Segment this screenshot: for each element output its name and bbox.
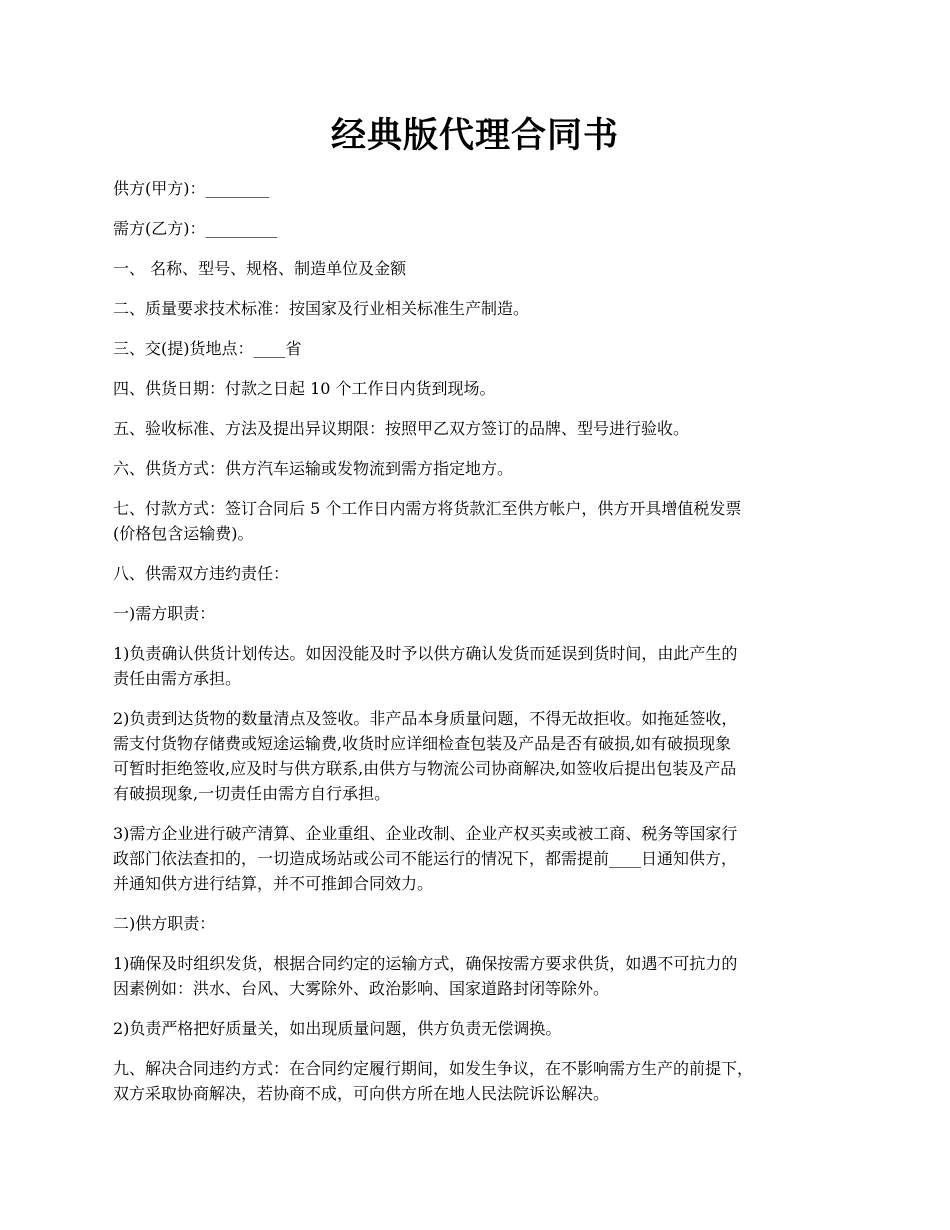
clause-8: 八、供需双方违约责任： — [113, 564, 290, 583]
clause-6: 六、供货方式：供方汽车运输或发物流到需方指定地方。 — [113, 459, 514, 478]
clause-2: 二、质量要求技术标准：按国家及行业相关标准生产制造。 — [113, 299, 530, 318]
supplier-duty-2: 2)负责严格把好质量关，如出现质量问题，供方负责无偿调换。 — [113, 1019, 562, 1038]
clause-1: 一、 名称、型号、规格、制造单位及金额 — [113, 259, 407, 278]
supplier-duties-heading: 二)供方职责： — [113, 914, 216, 933]
document-body — [113, 176, 853, 1121]
buyer-duties-heading: 一)需方职责： — [113, 604, 216, 623]
buyer-duty-3: 3)需方企业进行破产清算、企业重组、企业改制、企业产权买卖或被工商、税务等国家行 政部门依法查扣的，一切造成场站或公司不能运行的情况下，都需提前____日通知供方， 并通知供方进行结算，并不可推卸合同效力。 — [113, 824, 738, 893]
supplier-duty-1: 1)确保及时组织发货，根据合同约定的运输方式，确保按需方要求供货，如遇不可抗力的 因素例如：洪水、台风、大雾除外、政治影响、国家道路封闭等除外。 — [113, 954, 738, 998]
party-b-line: 需方(乙方)：_________ — [113, 219, 278, 238]
clause-4: 四、供货日期：付款之日起 10 个工作日内货到现场。 — [113, 379, 496, 398]
clause-7: 七、付款方式：签订合同后 5 个工作日内需方将货款汇至供方帐户，供方开具增值税发票 (价格包含运输费)。 — [113, 499, 742, 543]
buyer-duty-1: 1)负责确认供货计划传达。如因没能及时予以供方确认发货而延误到货时间，由此产生的 责任由需方承担。 — [113, 644, 738, 688]
clause-9: 九、解决合同违约方式：在合同约定履行期间，如发生争议，在不影响需方生产的前提下， 双方采取协商解决，若协商不成，可向供方所在地人民法院诉讼解决。 — [113, 1059, 754, 1103]
party-a-line: 供方(甲方)：________ — [113, 179, 270, 198]
document-title: 经典版代理合同书 — [330, 116, 619, 156]
clause-5: 五、验收标准、方法及提出异议期限：按照甲乙双方签订的品牌、型号进行验收。 — [113, 419, 690, 438]
buyer-duty-2: 2)负责到达货物的数量清点及签收。非产品本身质量问题，不得无故拒收。如拖延签收， 需支付货物存储费或短途运输费,收货时应详细检查包装及产品是否有破损,如有破损现象 可暂时拒绝签收,应及时与供方联系,由供方与物流公司协商解决,如签收后提出包装及产品 有破损现象,一切责任由需方自行承担。 — [113, 709, 738, 803]
clause-3: 三、交(提)货地点：____省 — [113, 339, 302, 358]
